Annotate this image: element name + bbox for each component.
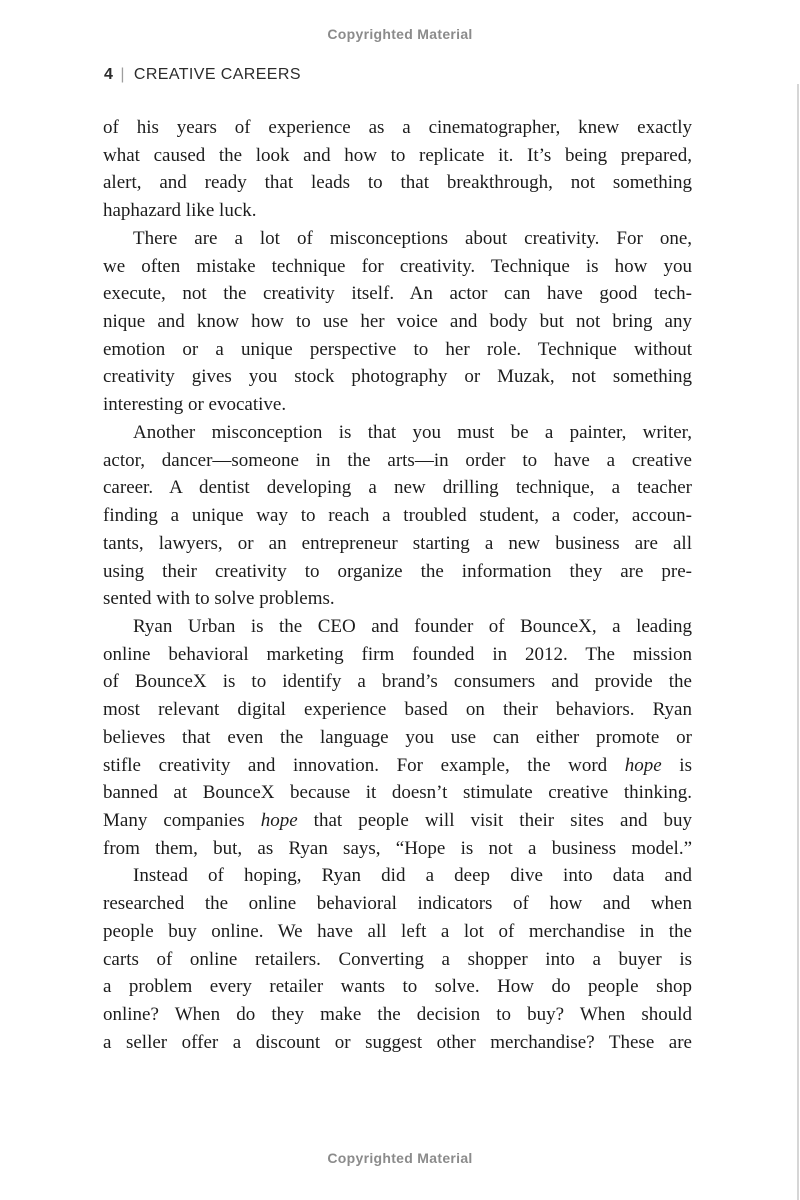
text-line: career. A dentist developing a new drilling technique, a teacher [103,477,692,499]
plain-text: stifle creativity and innovation. For example, the word [103,754,625,776]
running-title: CREATIVE CAREERS [133,66,301,83]
text-line: tants, lawyers, or an entrepreneur starting a new business are all [103,532,692,554]
text-line: a seller offer a discount or suggest other merchandise? These are [103,1031,692,1053]
header-separator: | [120,66,125,83]
text-line: alert, and ready that leads to that breakthrough, not something [103,172,692,194]
text-line: from them, but, as Ryan says, “Hope is not a business model.” [103,837,692,859]
text-line: of his years of experience as a cinematographer, knew exactly [103,117,692,138]
plain-text: that people will visit their sites and buy [297,809,692,831]
italic-text: hope [260,809,298,831]
page-number: 4 [104,66,114,83]
text-line: execute, not the creativity itself. An actor can have good tech- [103,283,692,305]
text-line: creativity gives you stock photography or Muzak, not something [103,366,692,388]
paragraph [103,225,692,419]
plain-text: is [661,754,692,776]
text-line: There are a lot of misconceptions about creativity. For one, [133,227,692,249]
text-line [103,807,692,835]
text-line: banned at BounceX because it doesn’t stimulate creative thinking. [103,782,692,804]
text-line: a problem every retailer wants to solve. How do people shop [103,976,692,998]
plain-text: Many companies [103,809,261,831]
text-line: finding a unique way to reach a troubled student, a coder, accoun- [103,505,692,527]
text-line: of BounceX is to identify a brand’s consumers and provide the [103,671,692,693]
text-line: emotion or a unique perspective to her role. Technique without [103,338,692,360]
text-line: believes that even the language you use can either promote or [103,726,692,748]
text-line: researched the online behavioral indicators of how and when [103,893,692,915]
paragraph [103,114,692,225]
text-line: online? When do they make the decision to buy? When should [103,1004,692,1025]
paragraph [103,419,692,613]
paragraph [103,613,692,862]
text-line: using their creativity to organize the information they are pre- [103,560,692,582]
text-line [103,752,692,780]
text-line: Instead of hoping, Ryan did a deep dive into data and [133,865,692,887]
page-edge-line [797,84,799,1200]
text-line: online behavioral marketing firm founded in 2012. The mission [103,643,692,665]
body-text [103,114,692,1056]
text-line: Another misconception is that you must be a painter, writer, [133,421,692,443]
text-line: sented with to solve problems. [103,588,335,610]
text-line: haphazard like luck. [103,200,257,222]
italic-text: hope [624,754,662,776]
text-line: actor, dancer—someone in the arts—in order to have a creative [103,449,692,471]
page-header [104,66,301,84]
text-line: what caused the look and how to replicate it. It’s being prepared, [103,144,692,166]
text-line: Ryan Urban is the CEO and founder of BounceX, a leading [133,615,692,637]
text-line: we often mistake technique for creativity. Technique is how you [103,255,692,277]
paragraph [103,862,692,1056]
text-line: nique and know how to use her voice and body but not bring any [103,311,692,333]
copyright-notice-bottom: Copyrighted Material [327,1150,473,1166]
copyright-notice-top: Copyrighted Material [327,26,473,42]
text-line: people buy online. We have all left a lot of merchandise in the [103,920,692,942]
text-line: carts of online retailers. Converting a shopper into a buyer is [103,948,692,970]
text-line: interesting or evocative. [103,394,287,416]
text-line: most relevant digital experience based on their behaviors. Ryan [103,699,692,721]
